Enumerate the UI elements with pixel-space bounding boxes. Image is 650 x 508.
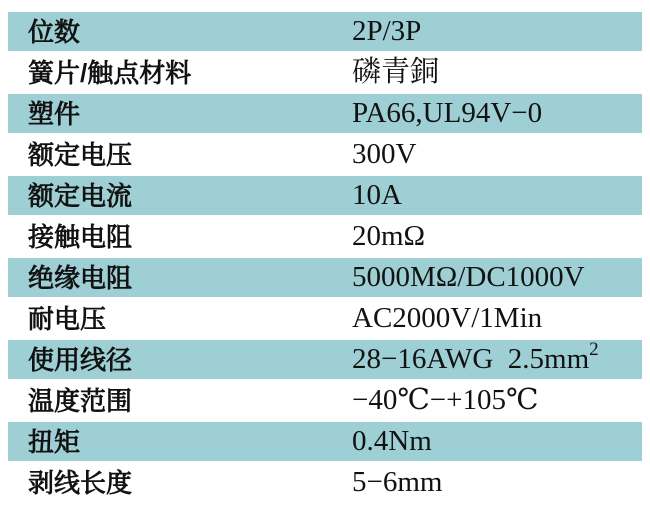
spec-label: 额定电压 <box>28 139 133 170</box>
table-row <box>8 340 642 381</box>
table-row <box>8 381 642 422</box>
spec-label: 剥线长度 <box>28 467 133 498</box>
spec-value <box>352 339 599 375</box>
table-row <box>8 53 642 94</box>
table-row <box>8 176 642 217</box>
spec-value: −40℃−+105℃ <box>352 384 539 416</box>
spec-label: 塑件 <box>28 98 81 129</box>
spec-label: 扭矩 <box>28 426 81 457</box>
table-row <box>8 217 642 258</box>
spec-value: PA66,UL94V−0 <box>352 97 543 129</box>
spec-label: 位数 <box>28 16 81 47</box>
spec-value: 2P/3P <box>352 15 422 47</box>
table-row <box>8 463 642 504</box>
table-row <box>8 422 642 463</box>
spec-value: 300V <box>352 138 417 170</box>
spec-label: 额定电流 <box>28 180 133 211</box>
spec-value: 磷青銅 <box>352 56 440 88</box>
spec-value: 10A <box>352 179 402 211</box>
spec-value: 20mΩ <box>352 220 426 252</box>
spec-label: 绝缘电阻 <box>28 262 133 293</box>
spec-value: 5000MΩ/DC1000V <box>352 261 585 293</box>
superscript-two: 2 <box>589 339 599 361</box>
spec-value: AC2000V/1Min <box>352 302 543 334</box>
spec-value: 5−6mm <box>352 466 443 498</box>
spec-table <box>8 12 642 504</box>
spec-label: 接触电阻 <box>28 221 133 252</box>
spec-value-main: 28−16AWG 2.5mm <box>352 343 590 375</box>
table-row <box>8 258 642 299</box>
spec-label: 簧片/触点材料 <box>28 57 192 88</box>
table-row <box>8 94 642 135</box>
table-row <box>8 135 642 176</box>
spec-label: 耐电压 <box>28 303 107 334</box>
table-row <box>8 12 642 53</box>
spec-label: 温度范围 <box>28 385 133 416</box>
spec-value: 0.4Nm <box>352 425 432 457</box>
spec-label: 使用线径 <box>28 344 133 375</box>
table-row <box>8 299 642 340</box>
